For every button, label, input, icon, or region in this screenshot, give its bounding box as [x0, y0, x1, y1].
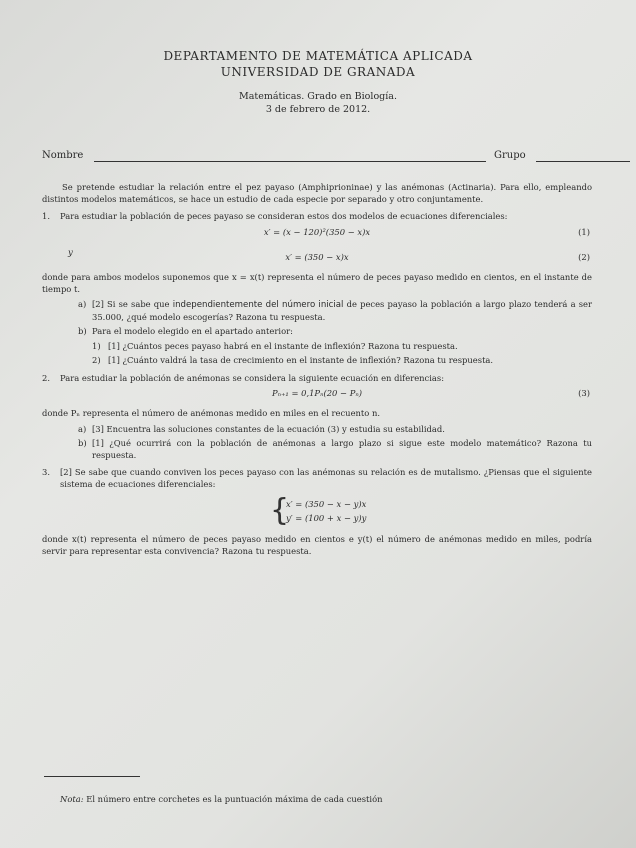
name-group-row	[42, 150, 590, 166]
item-text: [1] ¿Cuántos peces payaso habrá en el instante de inflexión? Razona tu respuesta.	[108, 340, 458, 351]
item-number: 1)	[92, 340, 101, 351]
subquestion-text	[92, 299, 592, 323]
intro-paragraph: Se pretende estudiar la relación entre el pez payaso (Amphiprioninae) y las anémonas (Actinaria). Para ello, empleando distintos modelos matemáticos, se hace un estudio de cada especie por separado y otro conjuntamente.	[42, 182, 592, 204]
question-3-context: donde x(t) representa el número de peces payaso medido en cientos e y(t) el número de anémonas medido en miles, podría servir para representar esta convivencia? Razona tu respuesta.	[42, 534, 592, 556]
equation-1	[42, 227, 592, 243]
exam-body	[42, 182, 592, 561]
footnote-text: El número entre corchetes es la puntuación máxima de cada cuestión	[83, 794, 383, 804]
question-1-context: donde para ambos modelos suponemos que x = x(t) representa el número de peces payaso medido en cientos, en el instante de tiempo t.	[42, 272, 592, 294]
question-2a	[78, 424, 592, 436]
exam-header	[0, 48, 636, 116]
subquestion-text-end: de peces payaso la población a largo plazo tenderá a ser 35.000, ¿qué modelo escogerías? Razona tu respuesta.	[92, 299, 592, 322]
group-label: Grupo	[494, 150, 526, 161]
question-text: Para estudiar la población de peces payaso se consideran estos dos modelos de ecuaciones diferenciales:	[60, 211, 508, 221]
subquestion-letter: a)	[78, 423, 87, 434]
left-brace: {	[270, 493, 290, 528]
footnote-label: Nota:	[60, 794, 84, 804]
question-text: [2] Se sabe que cuando conviven los peces payaso con las anémonas su relación es de mutalismo. ¿Piensas que el siguiente sistema de ecuaciones diferenciales:	[60, 467, 592, 489]
question-3	[42, 467, 592, 490]
question-2-context: donde Pₙ representa el número de anémonas medido en miles en el recuento n.	[42, 408, 381, 418]
university-title: UNIVERSIDAD DE GRANADA	[220, 65, 416, 79]
subquestion-letter: b)	[78, 438, 87, 448]
question-1a	[78, 299, 592, 323]
group-field-line[interactable]	[536, 161, 630, 162]
footnote	[60, 794, 383, 804]
system-equation-1: x′ = (350 − x − y)x	[286, 499, 367, 509]
item-number: 2)	[92, 355, 101, 365]
course-name: Matemáticas. Grado en Biología.	[239, 91, 397, 102]
question-1b-1	[92, 341, 592, 353]
subquestion-text: [1] ¿Qué ocurrirá con la población de anémonas a largo plazo si sigue este modelo matemático? Razona tu respuesta.	[92, 438, 592, 460]
question-text: Para estudiar la población de anémonas se considera la siguiente ecuación en diferencias:	[60, 372, 445, 383]
equation-formula: x′ = (x − 120)²(350 − x)x	[263, 226, 371, 237]
question-2b	[78, 438, 592, 461]
equation-formula: x′ = (350 − x)x	[285, 252, 349, 262]
equation-3	[42, 388, 592, 404]
question-2	[42, 373, 592, 385]
question-1	[42, 211, 592, 223]
name-field-line[interactable]	[94, 161, 486, 162]
equation-tag: (1)	[578, 226, 590, 237]
connector-y: y	[68, 246, 73, 257]
question-number: 2.	[42, 372, 50, 383]
name-label: Nombre	[42, 150, 84, 161]
equation-tag: (2)	[578, 252, 590, 262]
question-1b-2	[92, 355, 592, 367]
equation-2	[42, 252, 592, 268]
subquestion-text-start: [2] Si se sabe que	[92, 299, 173, 309]
equation-system	[42, 493, 592, 528]
question-1b	[78, 326, 592, 338]
question-number: 1.	[42, 211, 50, 221]
equation-formula: Pₙ₊₁ = 0,1Pₙ(20 − Pₙ)	[271, 388, 363, 398]
subquestion-letter: a)	[78, 299, 87, 309]
subquestion-letter: b)	[78, 326, 87, 336]
subquestion-text: [3] Encuentra las soluciones constantes de la ecuación (3) y estudia su estabilidad.	[92, 423, 445, 434]
department-title: DEPARTAMENTO DE MATEMÁTICA APLICADA	[163, 49, 473, 63]
emphasized-phrase: independientemente del número inicial	[172, 300, 344, 310]
system-equation-2: y′ = (100 + x − y)y	[286, 513, 367, 523]
question-number: 3.	[42, 467, 50, 477]
subquestion-text: Para el modelo elegido en el apartado anterior:	[92, 326, 293, 336]
equation-tag: (3)	[578, 388, 590, 398]
item-text: [1] ¿Cuánto valdrá la tasa de crecimiento en el instante de inflexión? Razona tu respuesta.	[108, 355, 494, 365]
footnote-rule	[44, 776, 140, 777]
exam-date: 3 de febrero de 2012.	[265, 104, 371, 115]
